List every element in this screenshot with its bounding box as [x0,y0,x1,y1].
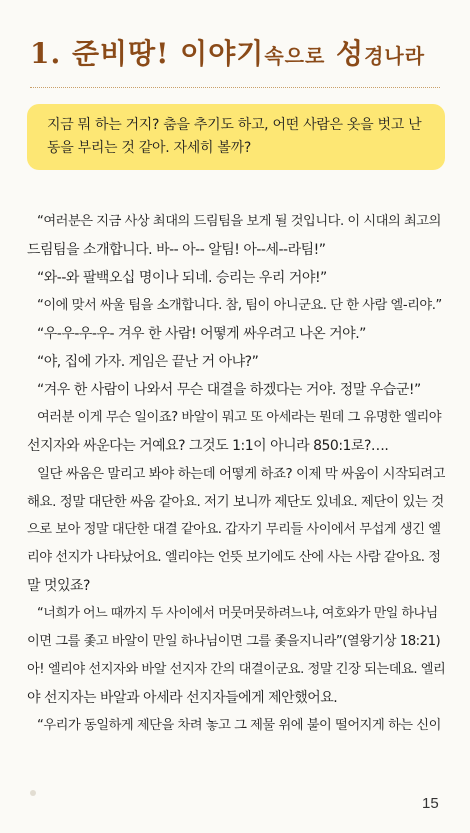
text-line: 으로 보아 정말 대단한 대결 같아요. 갑자기 무리들 사이에서 무섭게 생긴 엘 [27,522,441,537]
text-line: 야 선지자는 바알과 아세라 선지자들에게 제안했어요. [27,690,338,706]
text-line: 말 멋있죠? [27,578,90,594]
text-line: 아! 엘리야 선지자와 바알 선지자 간의 대결이군요. 정말 긴장 되는데요. 엘리 [27,662,445,677]
text-line: “겨우 한 사람이 나와서 무슨 대결을 하겠다는 거야. 정말 우습군!” [37,382,421,398]
text-line: “이에 맞서 싸울 팀을 소개합니다. 참, 팀이 아니군요. 단 한 사람 엘-리야.” [37,298,442,313]
text-line: 리야 선지가 나타났어요. 엘리야는 언뜻 보기에도 산에 사는 사람 같아요. 정 [27,550,441,565]
corner-mark [30,790,36,796]
title-divider [30,87,440,88]
text-line: 여러분 이게 무슨 일이죠? 바알이 뭐고 또 아세라는 뭔데 그 유명한 엘리야 [37,410,442,425]
callout-text: 지금 뭐 하는 거지? 춤을 추기도 하고, 어떤 사람은 옷을 벗고 난동을 부리는 것 같아. 자세히 볼까? [47,117,422,156]
callout-box [27,104,445,170]
text-line: 드림팀을 소개합니다. 바-- 아-- 알팀! 아--세--라팀!” [27,242,326,258]
text-line: “와--와 팔백오십 명이나 되네. 승리는 우리 거야!” [37,270,327,286]
chapter-title-part-1: 준비땅! 이야기 [71,37,265,70]
text-line: 선지자와 싸운다는 거예요? 그것도 1:1이 아니라 850:1로?…. [27,438,389,454]
text-line: “여러분은 지금 사상 최대의 드림팀을 보게 될 것입니다. 이 시대의 최고의 [37,214,441,229]
chapter-title-part-4: 경나라 [364,44,426,68]
text-line: 이면 그를 좇고 바알이 만일 하나님이면 그를 좇을지니라”(열왕기상 18:21) [27,634,441,649]
text-line: “우-우-우-우- 겨우 한 사람! 어떻게 싸우려고 나온 거야.” [37,326,366,342]
text-line: “너희가 어느 때까지 두 사이에서 머뭇머뭇하려느냐, 여호와가 만일 하나님 [37,606,438,621]
chapter-number: 1. [30,37,62,70]
text-line: “야, 집에 가자. 게임은 끝난 거 아냐?” [37,354,259,370]
text-line: 해요. 정말 대단한 싸움 같아요. 저기 보니까 제단도 있네요. 제단이 있는 것 [27,494,444,510]
page-number: 15 [422,795,439,812]
chapter-title-part-2: 속으로 [264,44,326,68]
chapter-title-part-3: 성 [336,37,365,70]
body-text [27,208,445,740]
text-line: “우리가 동일하게 제단을 차려 놓고 그 제물 위에 불이 떨어지게 하는 신이 [37,718,441,733]
chapter-title [30,32,425,72]
text-line: 일단 싸움은 말리고 봐야 하는데 어떻게 하죠? 이제 막 싸움이 시작되려고 [37,466,445,482]
